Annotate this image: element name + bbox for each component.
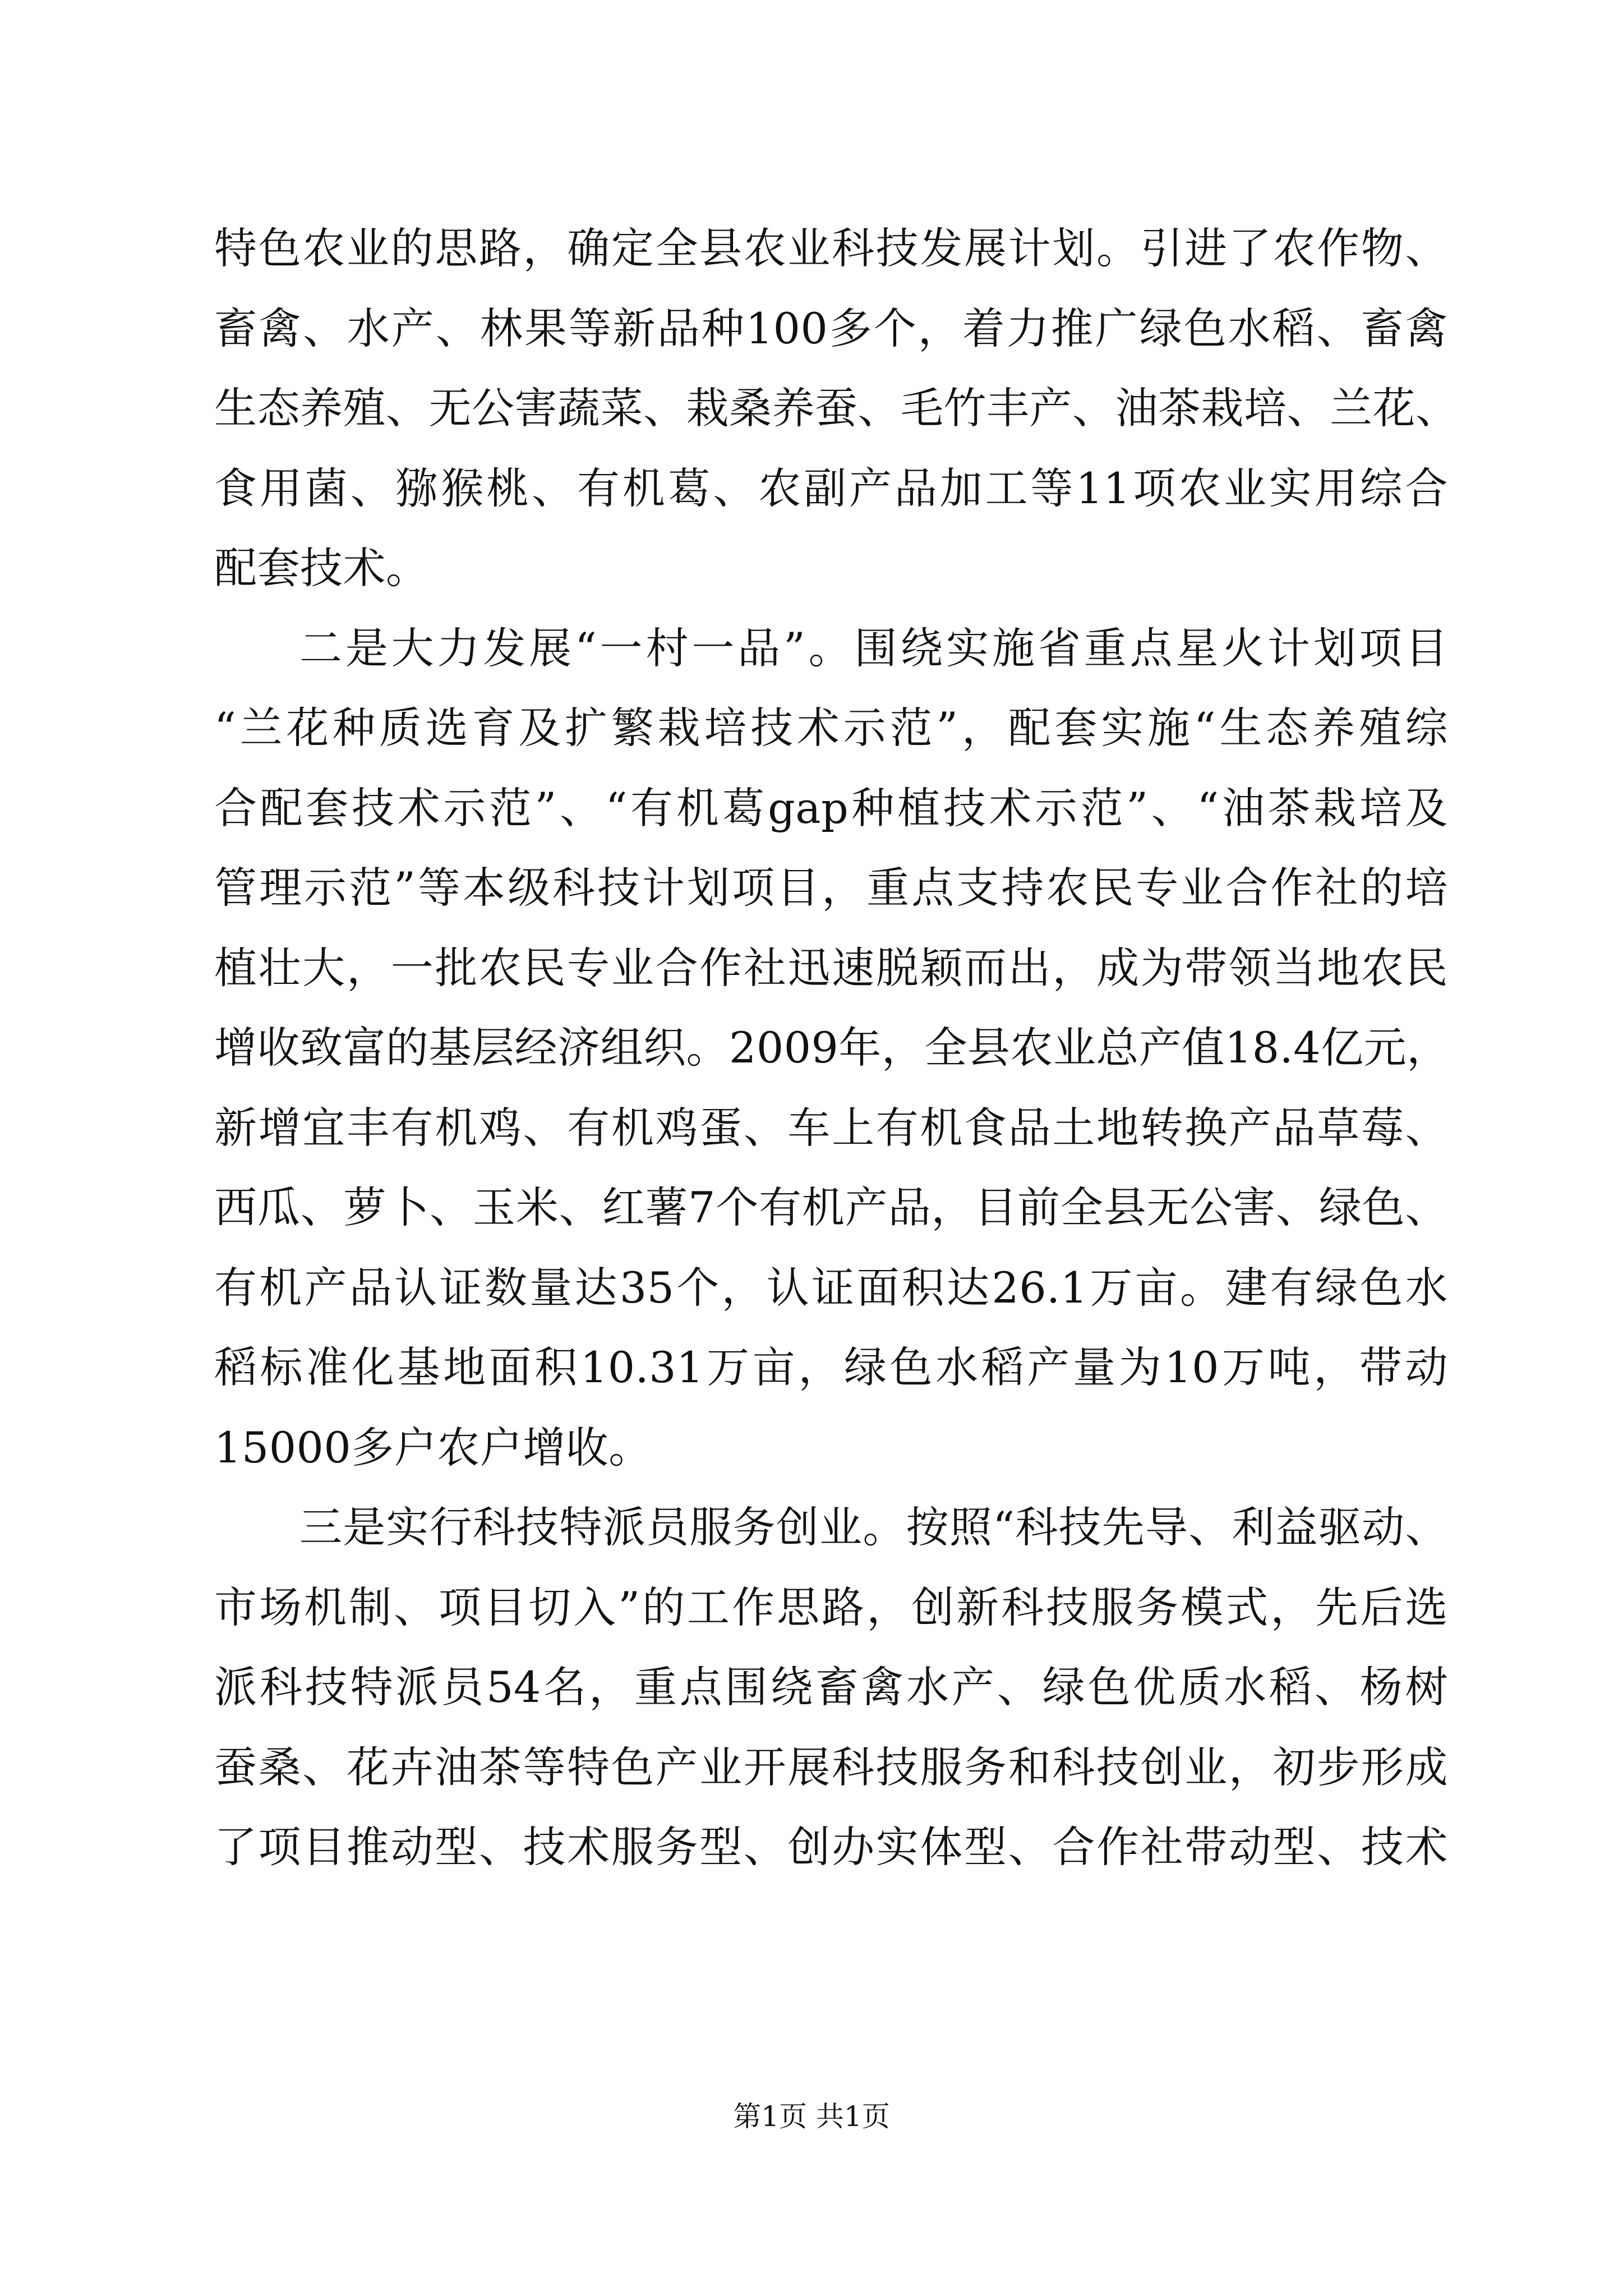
text-line: 植壮大，一批农民专业合作社迅速脱颖而出，成为带领当地农民 (214, 942, 1448, 993)
page-footer (0, 2097, 1623, 2136)
text-line: 蚕桑、花卉油茶等特色产业开展科技服务和科技创业，初步形成 (214, 1742, 1448, 1792)
text-line: 西瓜、萝卜、玉米、红薯7个有机产品，目前全县无公害、绿色、 (214, 1182, 1448, 1232)
text-line: “兰花种质选育及扩繁栽培技术示范”，配套实施“生态养殖综 (214, 703, 1448, 753)
document-body (214, 209, 1459, 1888)
text-line: 管理示范”等本级科技计划项目，重点支持农民专业合作社的培 (214, 863, 1448, 913)
text-line: 食用菌、猕猴桃、有机葛、农副产品加工等11项农业实用综合 (214, 463, 1448, 513)
text-line: 生态养殖、无公害蔬菜、栽桑养蚕、毛竹丰产、油茶栽培、兰花、 (214, 383, 1459, 433)
paragraph-first-line: 二是大力发展“一村一品”。围绕实施省重点星火计划项目 (299, 623, 1448, 673)
text-line: 市场机制、项目切入”的工作思路，创新科技服务模式，先后选 (214, 1582, 1448, 1632)
text-line: 配套技术。 (214, 543, 429, 593)
text-line: 新增宜丰有机鸡、有机鸡蛋、车上有机食品土地转换产品草莓、 (214, 1102, 1448, 1153)
text-line: 增收致富的基层经济组织。2009年，全县农业总产值18.4亿元， (214, 1023, 1450, 1073)
text-line: 了项目推动型、技术服务型、创办实体型、合作社带动型、技术 (214, 1822, 1448, 1872)
text-line: 稻标准化基地面积10.31万亩，绿色水稻产量为10万吨，带动 (214, 1342, 1448, 1392)
text-line: 畜禽、水产、林果等新品种100多个，着力推广绿色水稻、畜禽 (214, 303, 1448, 353)
text-line: 特色农业的思路，确定全县农业科技发展计划。引进了农作物、 (214, 223, 1448, 273)
paragraph-first-line: 三是实行科技特派员服务创业。按照“科技先导、利益驱动、 (299, 1502, 1448, 1552)
text-line: 有机产品认证数量达35个，认证面积达26.1万亩。建有绿色水 (214, 1262, 1448, 1313)
text-line: 派科技特派员54名，重点围绕畜禽水产、绿色优质水稻、杨树 (214, 1662, 1448, 1712)
text-line: 15000多户农户增收。 (214, 1422, 652, 1473)
page-number-label: 第1页 共1页 (733, 2100, 890, 2133)
text-line: 合配套技术示范”、“有机葛gap种植技术示范”、“油茶栽培及 (214, 783, 1448, 833)
